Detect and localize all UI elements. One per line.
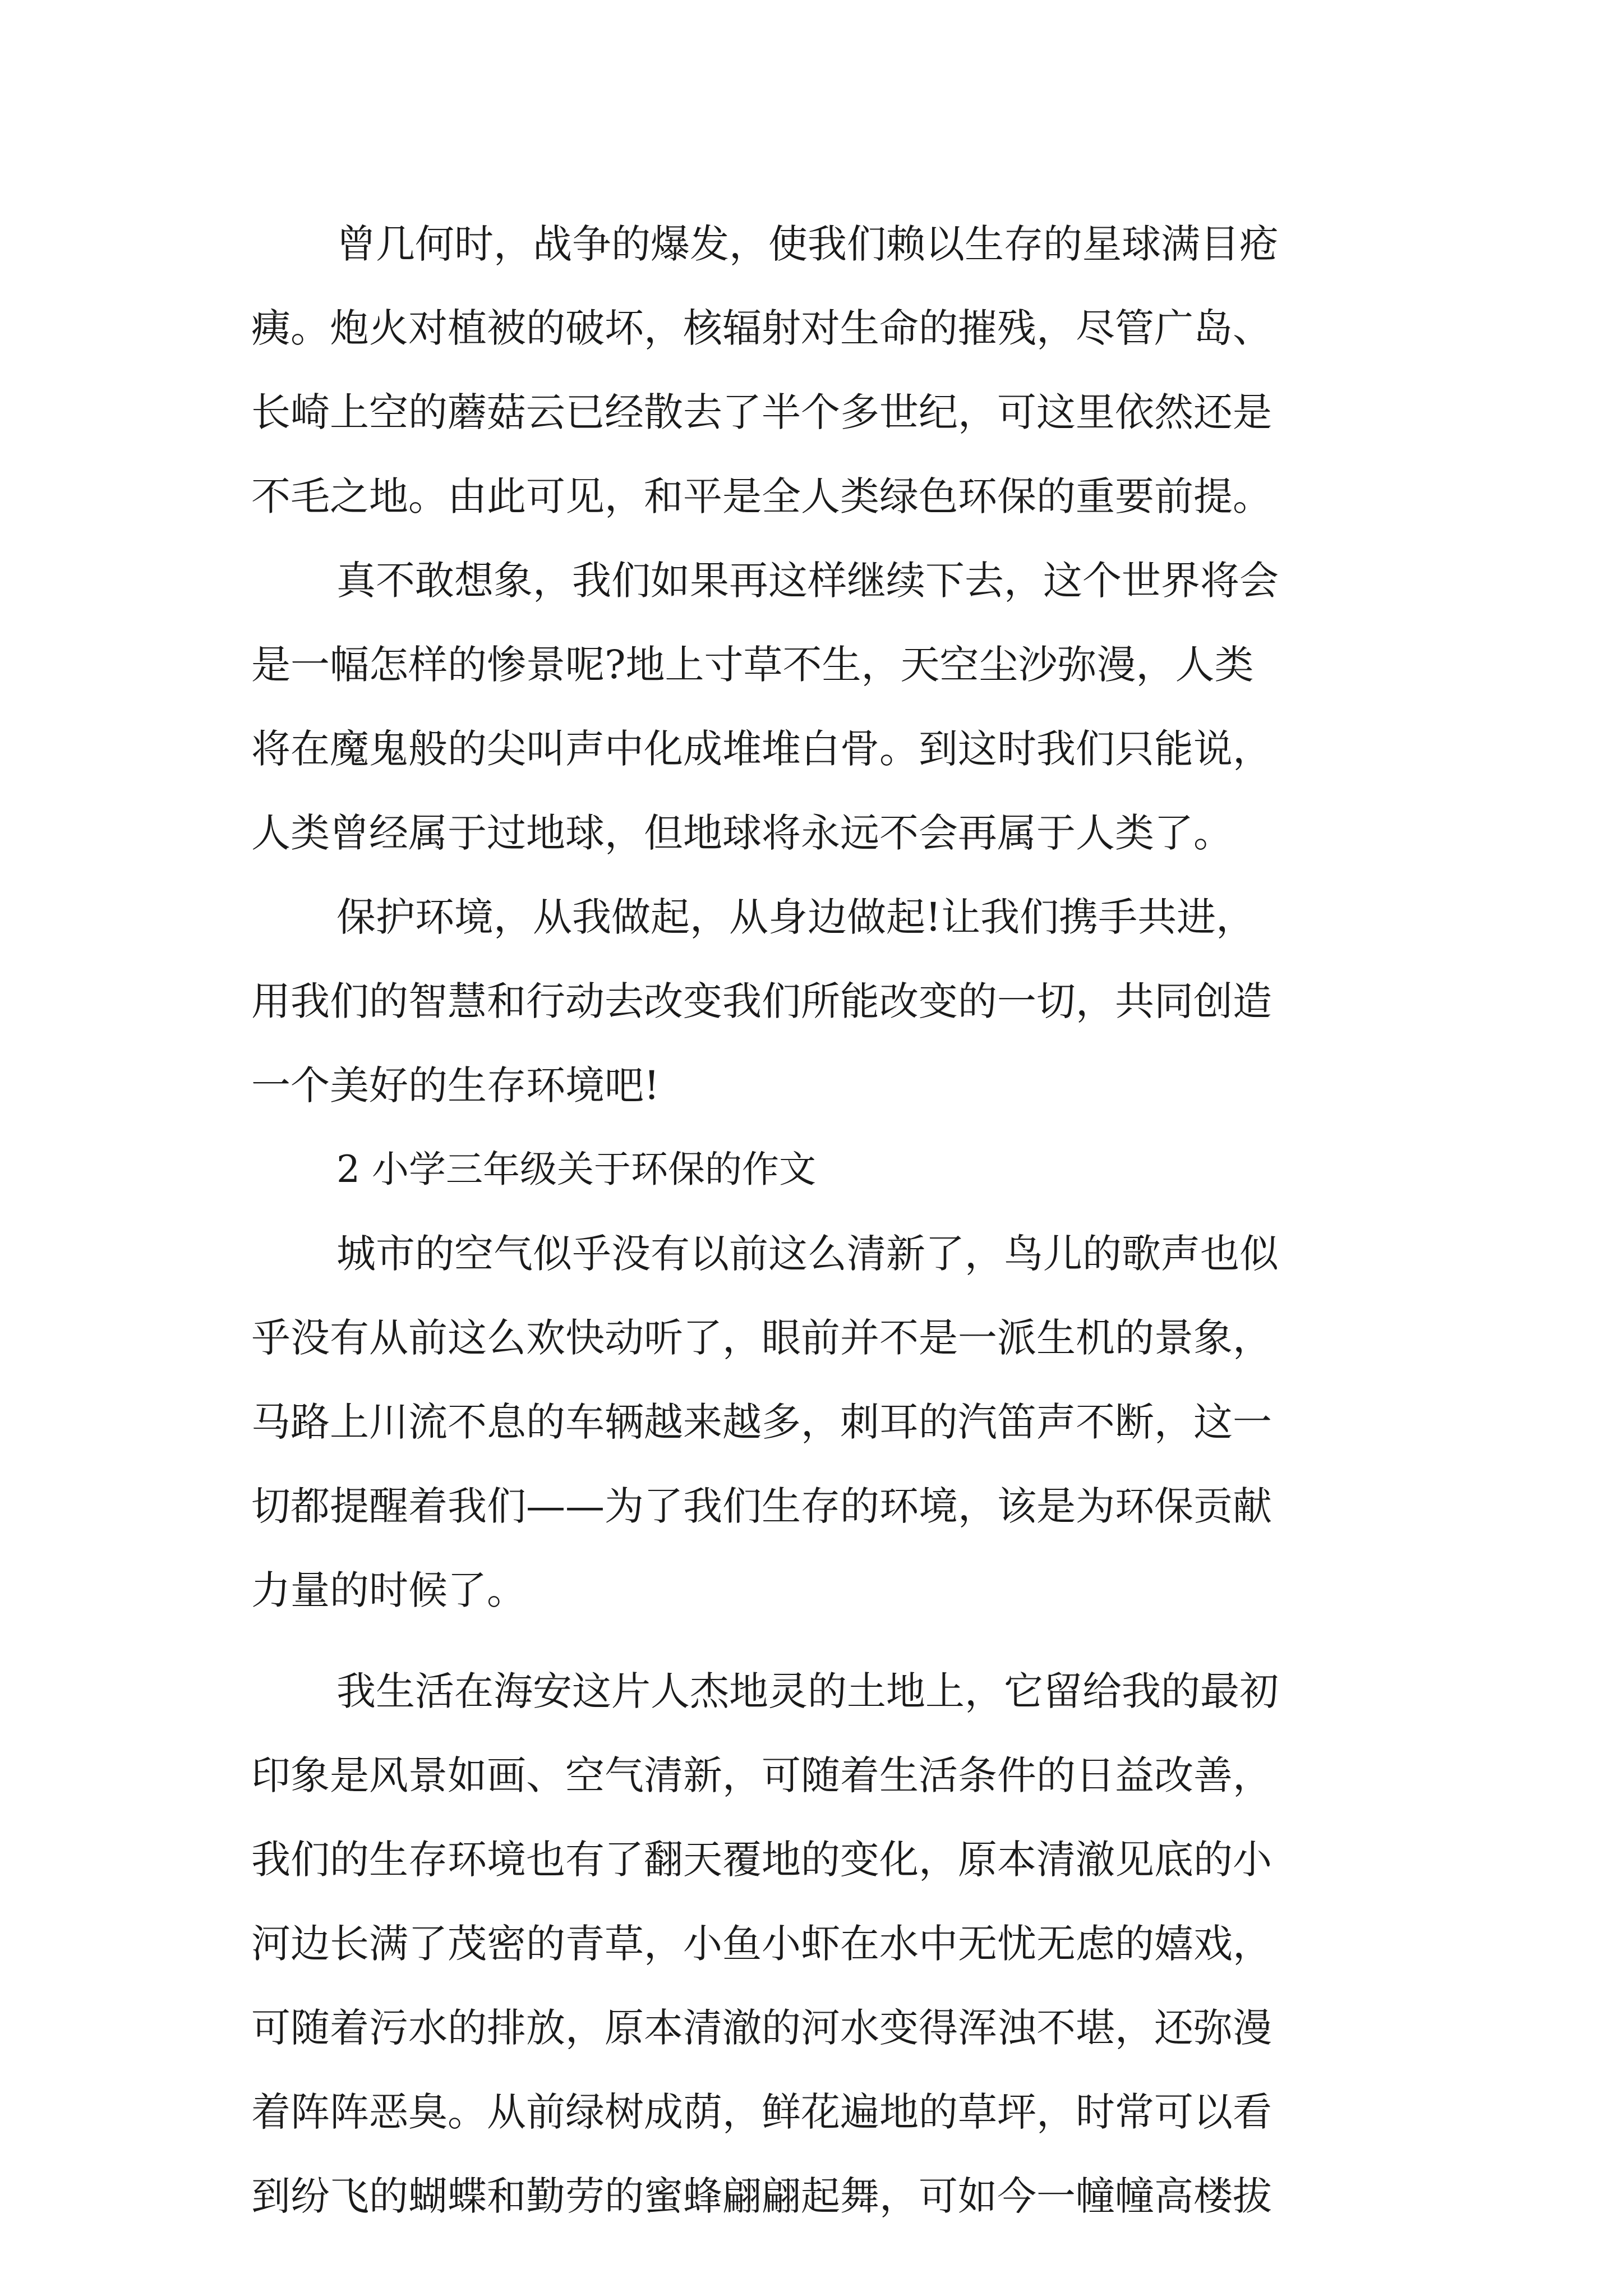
paragraph-2-line-3: 将在魔鬼般的尖叫声中化成堆堆白骨。到这时我们只能说， xyxy=(251,726,1272,772)
paragraph-5-line-1: 城市的空气似乎没有以前这么清新了，鸟儿的歌声也似 xyxy=(336,1231,1279,1277)
paragraph-6-line-2: 印象是风景如画、空气清新，可随着生活条件的日益改善， xyxy=(251,1752,1272,1798)
paragraph-1-line-4: 不毛之地。由此可见，和平是全人类绿色环保的重要前提。 xyxy=(251,473,1272,519)
paragraph-3-line-3: 一个美好的生存环境吧! xyxy=(251,1062,660,1108)
paragraph-2-line-4: 人类曾经属于过地球，但地球将永远不会再属于人类了。 xyxy=(251,810,1233,856)
paragraph-5-line-4: 切都提醒着我们——为了我们生存的环境，该是为环保贡献 xyxy=(251,1483,1272,1529)
paragraph-5-line-3: 马路上川流不息的车辆越来越多，刺耳的汽笛声不断，这一 xyxy=(251,1399,1272,1445)
paragraph-3-line-2: 用我们的智慧和行动去改变我们所能改变的一切，共同创造 xyxy=(251,978,1272,1024)
paragraph-6-line-4: 河边长满了茂密的青草，小鱼小虾在水中无忧无虑的嬉戏， xyxy=(251,1921,1272,1967)
section-heading: 2 小学三年级关于环保的作文 xyxy=(336,1148,816,1191)
paragraph-6-line-3: 我们的生存环境也有了翻天覆地的变化，原本清澈见底的小 xyxy=(251,1837,1272,1883)
paragraph-5-line-2: 乎没有从前这么欢快动听了，眼前并不是一派生机的景象， xyxy=(251,1315,1272,1361)
paragraph-5-line-5: 力量的时候了。 xyxy=(251,1567,526,1613)
paragraph-2-line-2: 是一幅怎样的惨景呢?地上寸草不生，天空尘沙弥漫，人类 xyxy=(251,642,1254,688)
paragraph-1-line-3: 长崎上空的蘑菇云已经散去了半个多世纪，可这里依然还是 xyxy=(251,389,1272,435)
paragraph-2-line-1: 真不敢想象，我们如果再这样继续下去，这个世界将会 xyxy=(336,558,1279,604)
paragraph-6-line-6: 着阵阵恶臭。从前绿树成荫，鲜花遍地的草坪，时常可以看 xyxy=(251,2089,1272,2135)
paragraph-1-line-1: 曾几何时，战争的爆发，使我们赖以生存的星球满目疮 xyxy=(336,221,1279,267)
paragraph-6-line-1: 我生活在海安这片人杰地灵的土地上，它留给我的最初 xyxy=(336,1668,1279,1714)
paragraph-1-line-2: 痍。炮火对植被的破坏，核辐射对生命的摧残，尽管广岛、 xyxy=(251,305,1272,351)
paragraph-6-line-5: 可随着污水的排放，原本清澈的河水变得浑浊不堪，还弥漫 xyxy=(251,2005,1272,2051)
paragraph-6-line-7: 到纷飞的蝴蝶和勤劳的蜜蜂翩翩起舞，可如今一幢幢高楼拔 xyxy=(251,2173,1272,2219)
paragraph-3-line-1: 保护环境，从我做起，从身边做起!让我们携手共进， xyxy=(336,894,1256,940)
